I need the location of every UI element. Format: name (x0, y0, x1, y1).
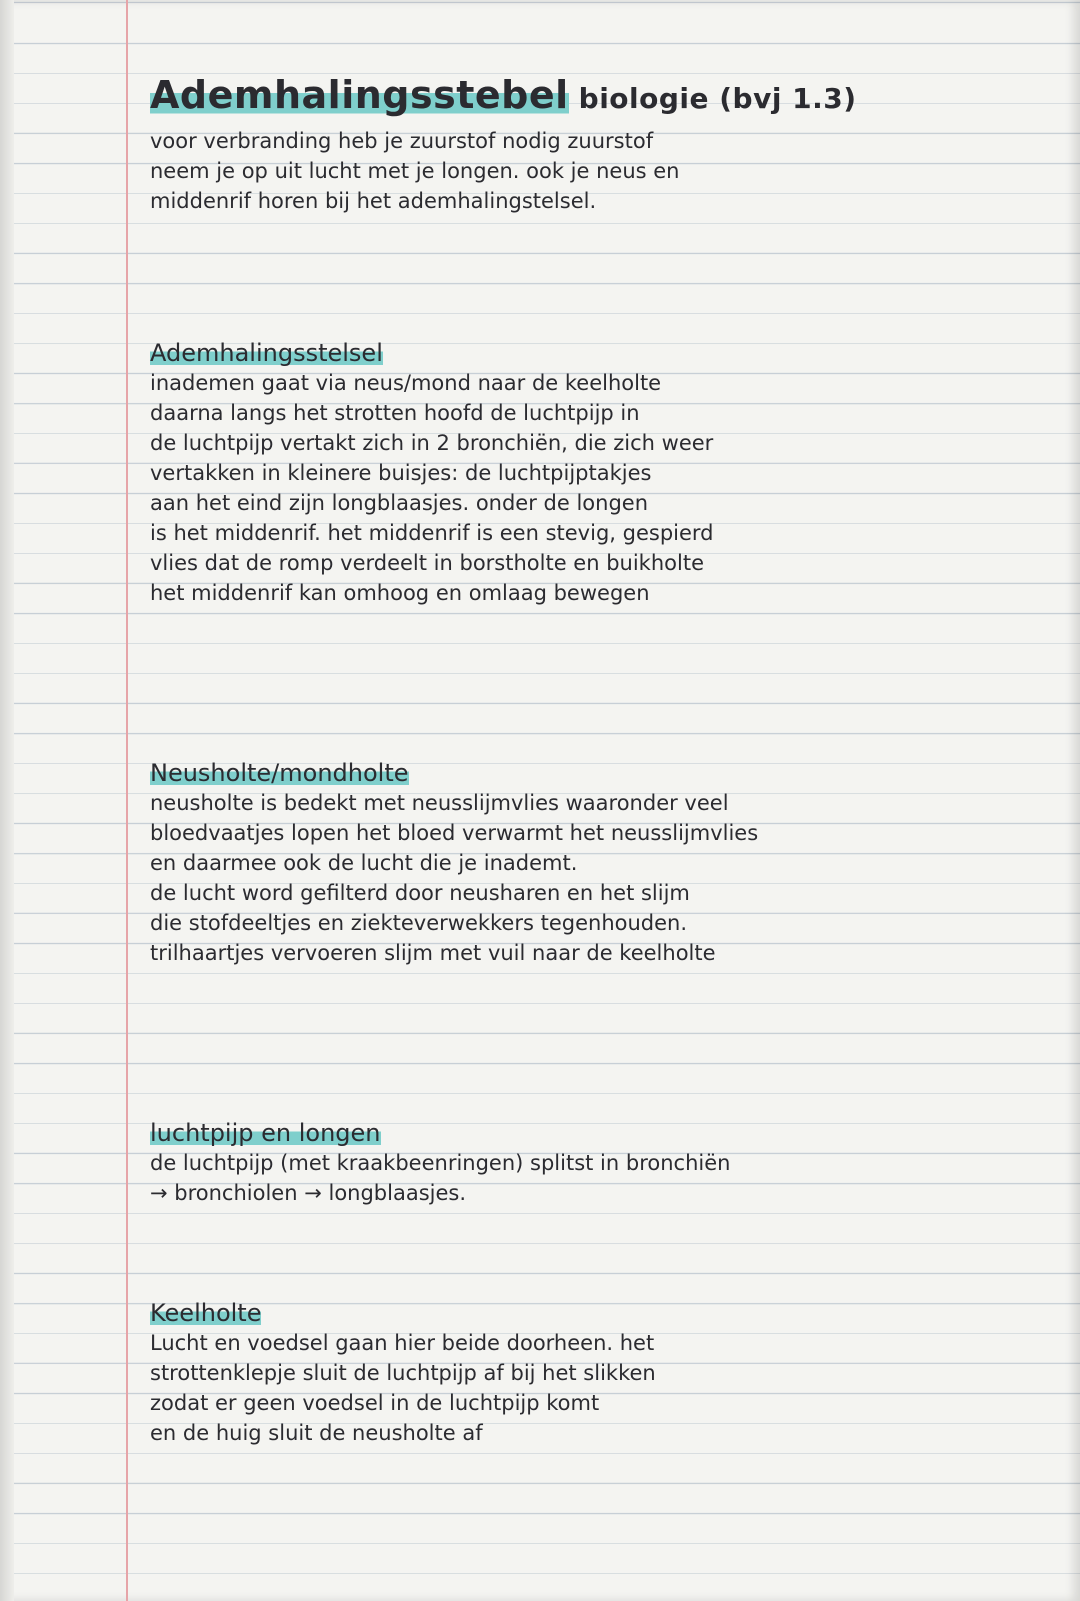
section-heading-text: Neusholte/mondholte (150, 759, 409, 787)
text-line: voor verbranding heb je zuurstof nodig zuurstof (150, 129, 654, 153)
margin-line (126, 0, 128, 1601)
section-keelholte (150, 1298, 1050, 1448)
text-line: strottenklepje sluit de luchtpijp af bij het slikken (150, 1361, 656, 1385)
section-heading-text: Keelholte (150, 1299, 262, 1327)
section-text (150, 788, 1050, 968)
section-heading (150, 338, 1050, 368)
text-line: en daarmee ook de lucht die je inademt. (150, 851, 578, 875)
text-line: die stofdeeltjes en ziekteverwekkers tegenhouden. (150, 911, 688, 935)
text-line: de lucht word gefilterd door neusharen en het slijm (150, 881, 690, 905)
section-heading (150, 758, 1050, 788)
text-line: middenrif horen bij het ademhalingstelsel. (150, 189, 597, 213)
section-text (150, 368, 1050, 608)
section-text (150, 1328, 1050, 1448)
text-line: aan het eind zijn longblaasjes. onder de longen (150, 491, 649, 515)
title-subject: biologie (bvj 1.3) (578, 82, 857, 115)
section-heading-text: luchtpijp en longen (150, 1119, 381, 1147)
section-heading-text: Ademhalingsstelsel (150, 339, 383, 367)
text-line: neusholte is bedekt met neusslijmvlies waaronder veel (150, 791, 729, 815)
text-line: inademen gaat via neus/mond naar de keelholte (150, 371, 662, 395)
text-line: het middenrif kan omhoog en omlaag bewegen (150, 581, 650, 605)
text-line: bloedvaatjes lopen het bloed verwarmt het neusslijmvlies (150, 821, 759, 845)
text-line: de luchtpijp vertakt zich in 2 bronchiën, die zich weer (150, 431, 714, 455)
title-main: Ademhalingsstebel (150, 73, 569, 117)
text-line: zodat er geen voedsel in de luchtpijp komt (150, 1391, 600, 1415)
page-edge (0, 0, 14, 1601)
section-heading (150, 1118, 1050, 1148)
intro-text (150, 126, 1050, 216)
section-text (150, 1148, 1050, 1208)
page-title (150, 68, 1050, 126)
title-block (150, 68, 1050, 216)
text-line: de luchtpijp (met kraakbeenringen) splitst in bronchiën (150, 1151, 731, 1175)
text-line: Lucht en voedsel gaan hier beide doorheen. het (150, 1331, 655, 1355)
text-line: is het middenrif. het middenrif is een stevig, gespierd (150, 521, 714, 545)
text-line: trilhaartjes vervoeren slijm met vuil naar de keelholte (150, 941, 716, 965)
text-line: neem je op uit lucht met je longen. ook je neus en (150, 159, 680, 183)
text-line: daarna langs het strotten hoofd de luchtpijp in (150, 401, 640, 425)
section-heading (150, 1298, 1050, 1328)
text-line: vlies dat de romp verdeelt in borstholte en buikholte (150, 551, 704, 575)
text-line: vertakken in kleinere buisjes: de luchtpijptakjes (150, 461, 652, 485)
section-luchtpijp (150, 1118, 1050, 1208)
text-line: → bronchiolen → longblaasjes. (150, 1181, 467, 1205)
text-line: en de huig sluit de neusholte af (150, 1421, 483, 1445)
section-neusholte (150, 758, 1050, 968)
section-ademhalingsstelsel (150, 338, 1050, 608)
